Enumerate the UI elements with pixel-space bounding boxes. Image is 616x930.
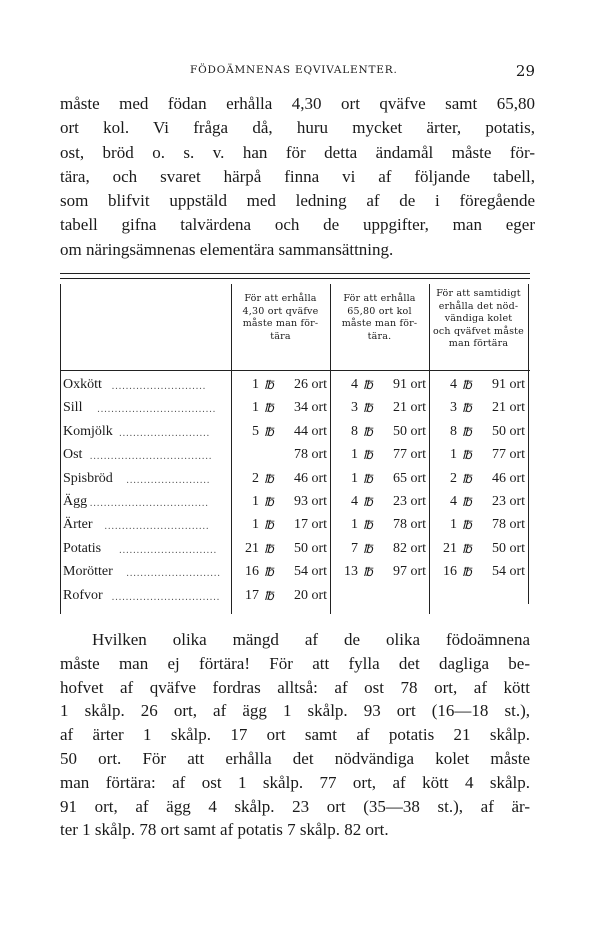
header-line: 4,30 ort qväfve (242, 305, 319, 317)
leader-dots: ............................... (111, 591, 221, 603)
text-line: man förtära: af ost 1 skålp. 77 ort, af kött 4 skålp. (60, 772, 530, 792)
text-line: om näringsämnenas elementära sammansättning. (60, 239, 394, 259)
pound-value: 8 (351, 423, 358, 439)
table-row (60, 515, 530, 538)
text-line: måste med födan erhålla 4,30 ort qväfve samt 65,80 (60, 94, 535, 113)
pound-sign-icon: ℔ (264, 424, 274, 439)
header-line: vändiga kolet (444, 313, 513, 324)
leader-dots: ................................... (89, 451, 213, 463)
food-name: Spisbröd (63, 470, 113, 486)
ort-value: 46 ort (491, 470, 525, 486)
pound-value: 4 (351, 377, 358, 392)
table-row (60, 398, 530, 421)
table-top-rule-2 (60, 278, 530, 279)
ort-value: 54 ort (293, 564, 327, 580)
pound-sign-icon: ℔ (363, 541, 373, 556)
header-line: och qväfvet måste (432, 325, 525, 337)
table-row (60, 422, 530, 445)
pound-sign-icon: ℔ (363, 495, 373, 509)
text-line: ort kol. Vi fråga då, huru mycket ärter, potatis, (60, 118, 535, 138)
leader-dots: .................................. (89, 498, 209, 509)
pound-value: 1 (450, 447, 457, 463)
table-top-rule (60, 273, 530, 274)
equivalents-table (60, 284, 530, 614)
pound-value: 8 (450, 423, 457, 439)
pound-sign-icon: ℔ (462, 378, 472, 392)
pound-value: 21 (245, 540, 259, 556)
page-number: 29 (515, 62, 535, 80)
ort-value: 34 ort (293, 400, 327, 416)
column-header-carbon (330, 293, 429, 343)
header-line: För att erhålla (244, 293, 317, 304)
table-row (60, 445, 530, 468)
header-line: man förtära (448, 338, 509, 349)
header-line: För att erhålla (343, 293, 416, 304)
header-line: tära. (367, 330, 392, 342)
header-line: För att samtidigt (436, 288, 521, 299)
table-row (60, 469, 530, 492)
ort-value: 91 ort (491, 377, 525, 392)
pound-value: 1 (252, 400, 259, 416)
ort-value: 93 ort (293, 494, 327, 509)
pound-sign-icon: ℔ (264, 471, 274, 486)
text-line: tabell gifna talvärdena och de uppgifter, man eger (60, 215, 535, 235)
pound-value: 4 (450, 377, 457, 392)
food-name: Morötter (63, 564, 113, 580)
text-line: hofvet af qväfve fordras alltså: af ost 78 ort, af kött (60, 677, 530, 697)
leader-dots: ........................... (111, 381, 207, 392)
pound-value: 1 (450, 517, 457, 533)
pound-value: 21 (443, 540, 457, 556)
ort-value: 65 ort (392, 470, 426, 486)
ort-value: 21 ort (491, 400, 525, 416)
pound-sign-icon: ℔ (264, 541, 274, 556)
text-line: ost, bröd o. s. v. han för detta ändamål måste för- (60, 142, 535, 162)
ort-value: 54 ort (491, 564, 525, 580)
ort-value: 23 ort (392, 494, 426, 509)
column-header-both (429, 288, 528, 351)
ort-value: 78 ort (293, 447, 327, 463)
ort-value: 77 ort (491, 447, 525, 463)
pound-sign-icon: ℔ (264, 378, 274, 392)
text-line: ter 1 skålp. 78 ort samt af potatis 7 skålp. 82 ort. (60, 820, 389, 840)
ort-value: 44 ort (293, 423, 327, 439)
text-line: af ärter 1 skålp. 17 ort samt af potatis 21 skålp. (60, 725, 530, 745)
running-title: FÖDOÄMNENAS EQVIVALENTER. (190, 64, 398, 76)
leader-dots: ........................... (126, 568, 221, 580)
pound-sign-icon: ℔ (462, 565, 472, 580)
food-name: Sill (63, 400, 83, 416)
table-row (60, 586, 530, 609)
text-line: som blifvit uppstäld med ledning af de i föregående (60, 191, 535, 211)
leader-dots: ............................ (119, 544, 218, 556)
header-line: 65,80 ort kol (347, 305, 412, 317)
ort-value: 78 ort (491, 517, 525, 533)
food-name: Potatis (63, 540, 102, 556)
food-name: Ägg (63, 494, 88, 509)
pound-sign-icon: ℔ (264, 518, 274, 533)
pound-sign-icon: ℔ (363, 518, 373, 533)
food-name: Komjölk (63, 423, 113, 439)
food-name: Ärter (63, 517, 93, 533)
pound-value: 3 (351, 400, 358, 416)
pound-sign-icon: ℔ (363, 424, 373, 439)
pound-sign-icon: ℔ (462, 424, 472, 439)
food-name: Oxkött (63, 377, 102, 392)
text-line: tära, och svaret härpå finna vi af följande tabell, (60, 166, 535, 186)
food-name: Rofvor (63, 587, 103, 603)
ort-value: 77 ort (392, 447, 426, 463)
page-header (60, 62, 535, 82)
pound-value: 5 (252, 423, 259, 439)
ort-value: 46 ort (293, 470, 327, 486)
table-row (60, 375, 530, 398)
table-row (60, 492, 530, 515)
text-line: 91 ort, af ägg 4 skålp. 23 ort (35—38 st.), af är- (60, 796, 530, 816)
ort-value: 97 ort (392, 564, 426, 580)
pound-sign-icon: ℔ (363, 565, 373, 580)
pound-value: 17 (245, 587, 259, 603)
pound-value: 3 (450, 400, 457, 416)
leader-dots: ........................ (126, 474, 211, 486)
pound-sign-icon: ℔ (462, 471, 472, 486)
pound-sign-icon: ℔ (462, 448, 472, 463)
pound-sign-icon: ℔ (462, 495, 472, 509)
ort-value: 20 ort (293, 587, 327, 603)
pound-sign-icon: ℔ (264, 565, 274, 580)
pound-sign-icon: ℔ (363, 378, 373, 392)
pound-value: 1 (252, 377, 259, 392)
header-rule (60, 370, 530, 371)
ort-value: 82 ort (392, 540, 426, 556)
text-line: Hvilken olika mängd af de olika födoämnena (92, 630, 530, 649)
text-line: måste man ej förtära! För att fylla det dagliga be- (60, 653, 530, 673)
pound-value: 1 (252, 494, 259, 509)
table-row (60, 539, 530, 562)
pound-value: 1 (252, 517, 259, 533)
header-line: måste man för- (341, 318, 418, 329)
ort-value: 50 ort (293, 540, 327, 556)
paragraph-intro (60, 92, 535, 262)
pound-sign-icon: ℔ (462, 541, 472, 556)
pound-value: 2 (450, 470, 457, 486)
header-line: måste man för- (242, 318, 319, 329)
pound-value: 7 (351, 540, 358, 556)
ort-value: 21 ort (392, 400, 426, 416)
pound-value: 1 (351, 470, 358, 486)
leader-dots: .......................... (119, 427, 211, 439)
pound-value: 4 (450, 494, 457, 509)
text-line: 1 skålp. 26 ort, af ägg 1 skålp. 93 ort (16—18 st.), (60, 701, 530, 721)
pound-value: 2 (252, 470, 259, 486)
pound-sign-icon: ℔ (264, 495, 274, 509)
pound-value: 4 (351, 494, 358, 509)
ort-value: 50 ort (491, 540, 525, 556)
pound-sign-icon: ℔ (264, 401, 274, 416)
pound-sign-icon: ℔ (264, 588, 274, 603)
header-line: erhålla det nöd- (438, 300, 519, 312)
ort-value: 23 ort (491, 494, 525, 509)
leader-dots: .................................. (97, 404, 217, 416)
ort-value: 26 ort (293, 377, 327, 392)
pound-value: 16 (245, 564, 259, 580)
ort-value: 17 ort (293, 517, 327, 533)
food-name: Ost (63, 447, 83, 463)
table-row (60, 562, 530, 585)
pound-sign-icon: ℔ (462, 401, 472, 416)
pound-sign-icon: ℔ (363, 471, 373, 486)
ort-value: 50 ort (392, 423, 426, 439)
ort-value: 91 ort (392, 377, 426, 392)
pound-value: 1 (351, 517, 358, 533)
pound-sign-icon: ℔ (363, 401, 373, 416)
ort-value: 78 ort (392, 517, 426, 533)
leader-dots: .............................. (104, 521, 210, 533)
ort-value: 50 ort (491, 423, 525, 439)
text-line: 50 ort. För att erhålla det nödvändiga kolet måste (60, 748, 530, 768)
column-header-nitrogen (231, 293, 330, 343)
header-line: tära (270, 330, 291, 342)
pound-value: 1 (351, 447, 358, 463)
pound-value: 16 (443, 564, 457, 580)
pound-value: 13 (344, 564, 358, 580)
pound-sign-icon: ℔ (462, 518, 472, 533)
pound-sign-icon: ℔ (363, 448, 373, 463)
paragraph-conclusion (60, 628, 530, 842)
